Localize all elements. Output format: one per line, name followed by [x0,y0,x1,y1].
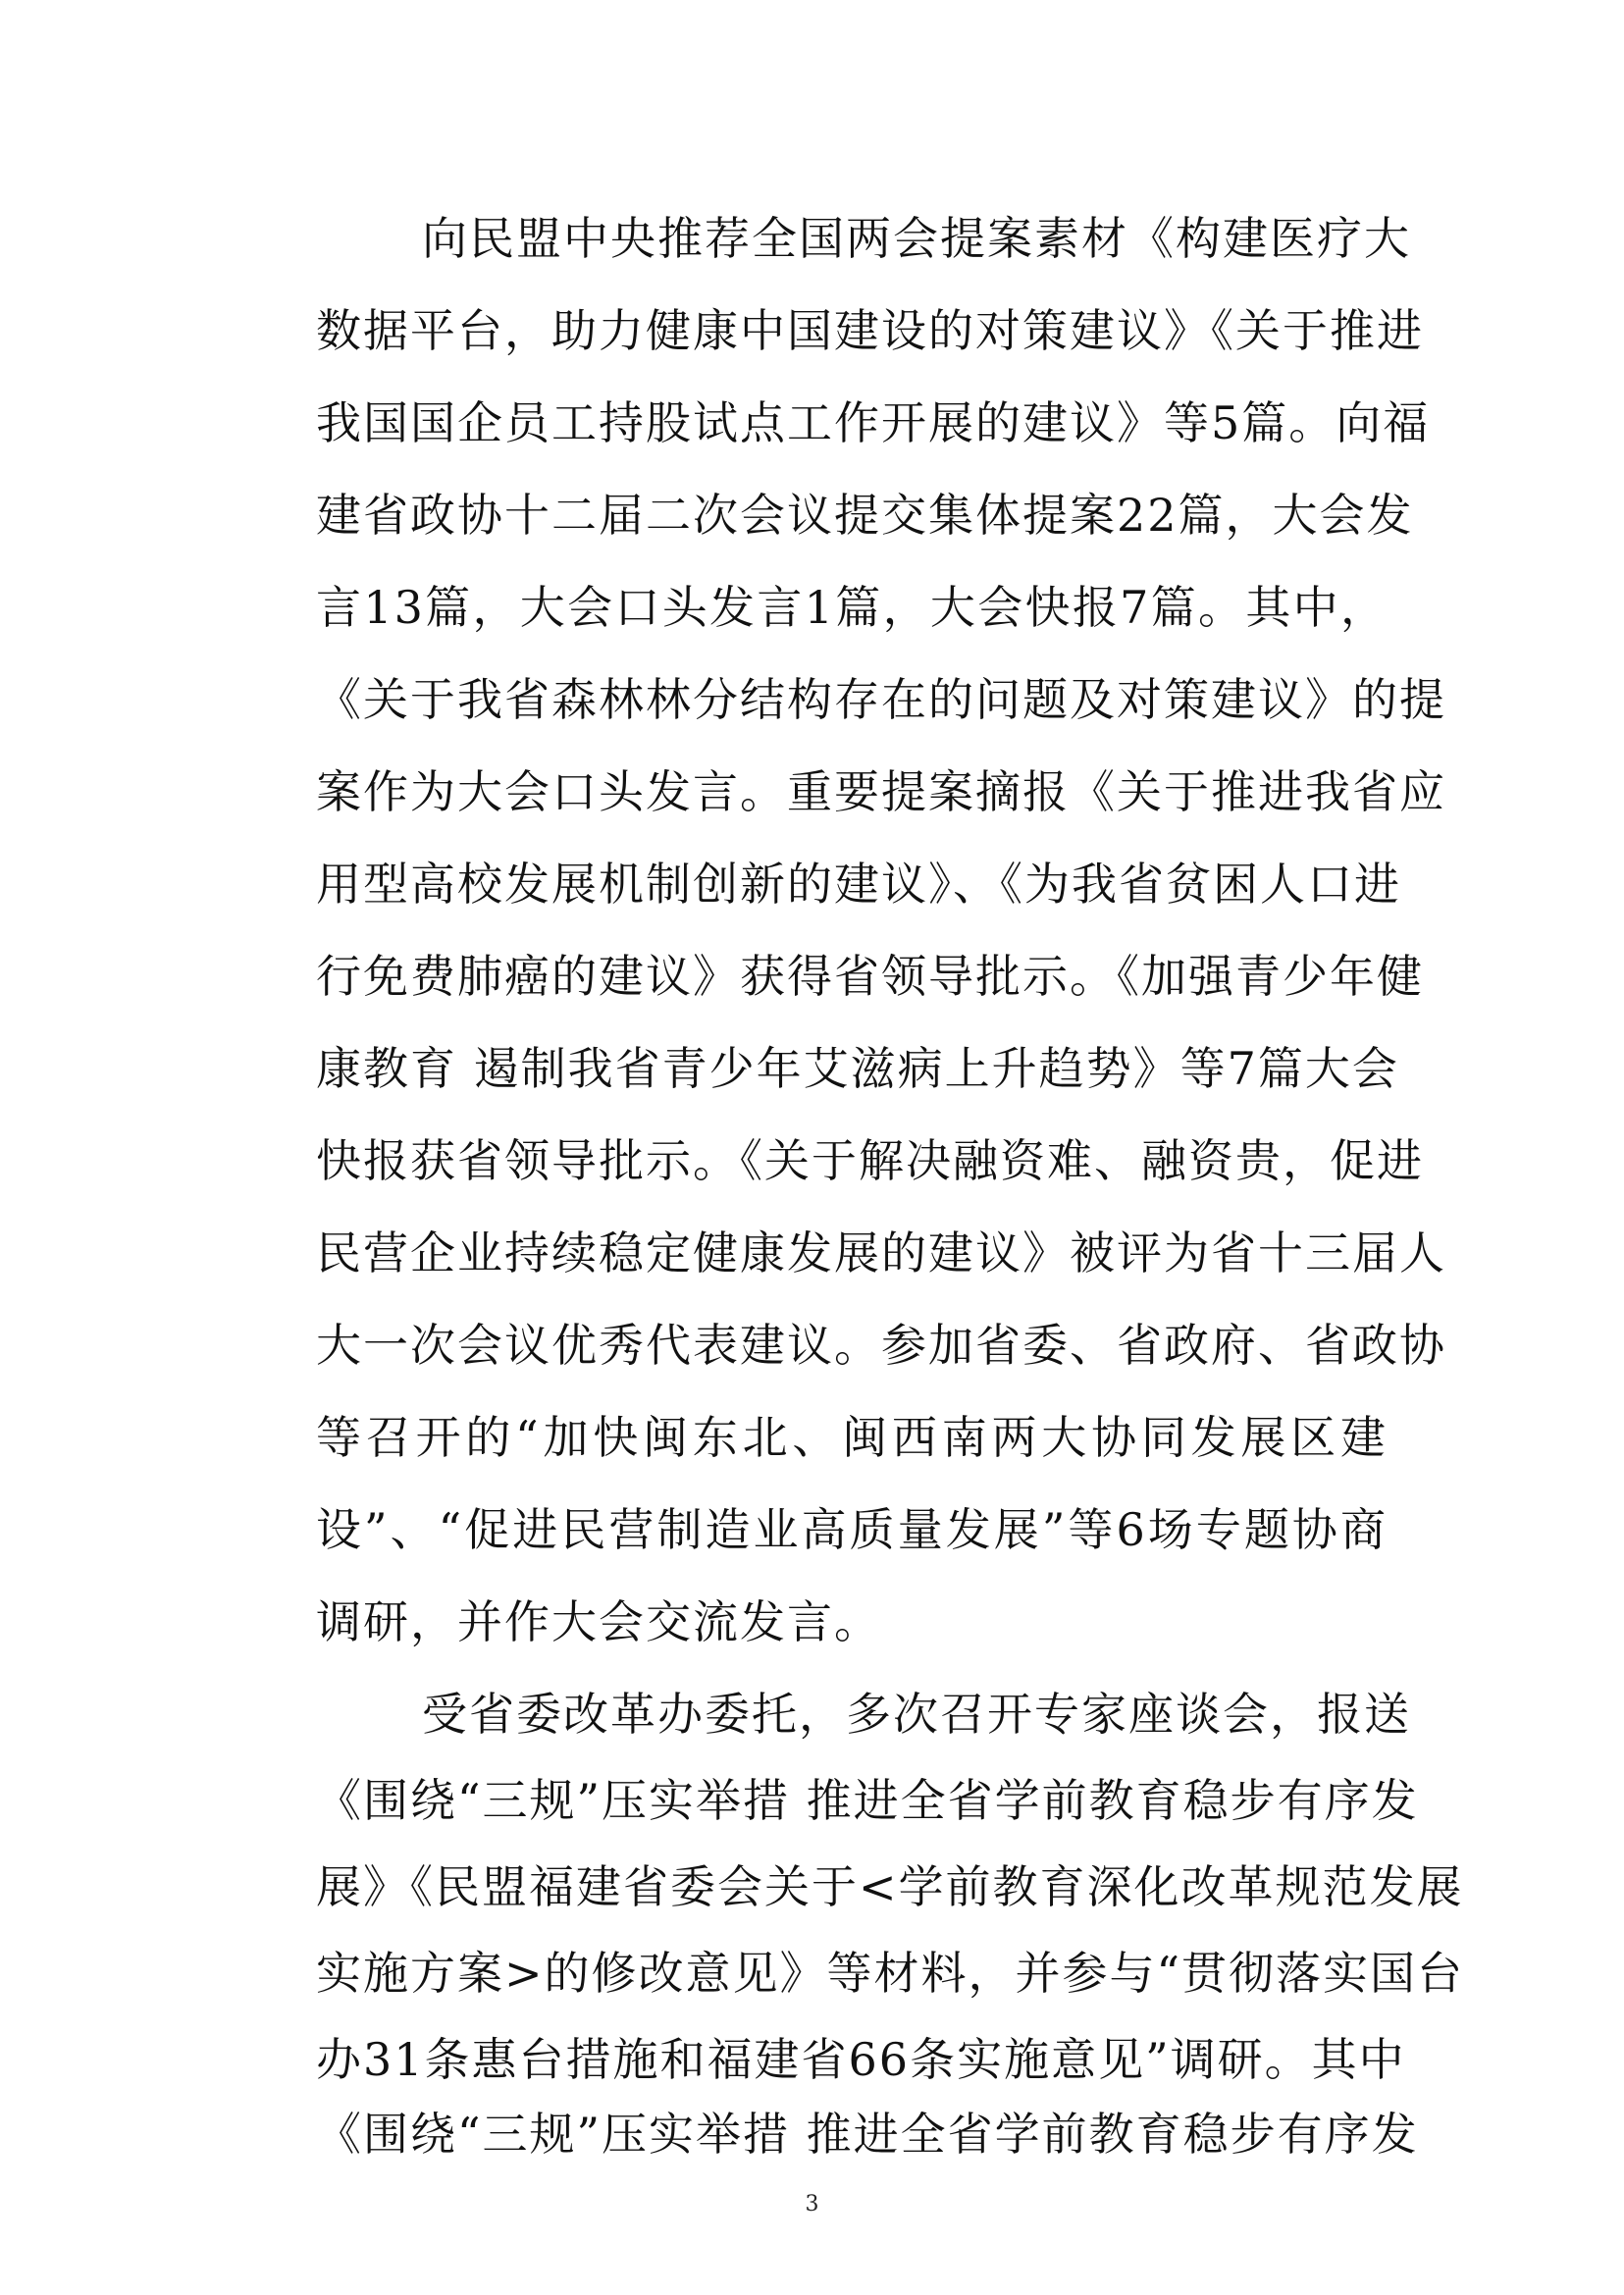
text-line: 《围绕“三规”压实举措 推进全省学前教育稳步有序发 [316,1774,1419,1827]
text-line: 等召开的“加快闽东北、闽西南两大协同发展区建 [316,1411,1388,1464]
page-number: 3 [805,2192,819,2217]
text-line: 调研，并作大会交流发言。 [316,1595,881,1648]
text-line: 快报获省领导批示。《关于解决融资难、融资贵，促进 [316,1134,1424,1187]
text-line: 《围绕“三规”压实举措 推进全省学前教育稳步有序发 [316,2108,1419,2161]
text-line: 建省政协十二届二次会议提交集体提案22篇，大会发 [316,489,1414,542]
text-line: 设”、“促进民营制造业高质量发展”等6场专题协商 [316,1503,1388,1556]
text-line: 我国国企员工持股试点工作开展的建议》等5篇。向福 [316,396,1431,449]
text-line: 民营企业持续稳定健康发展的建议》被评为省十三届人 [316,1226,1446,1279]
text-line: 大一次会议优秀代表建议。参加省委、省政府、省政协 [316,1319,1446,1372]
text-line: 实施方案>的修改意见》等材料，并参与“贯彻落实国台 [316,1947,1465,2000]
text-line: 向民盟中央推荐全国两会提案素材《构建医疗大 [422,212,1411,265]
text-line: 用型高校发展机制创新的建议》、《为我省贫困人口进 [316,858,1401,911]
text-line: 展》《民盟福建省委会关于<学前教育深化改革规范发展 [316,1860,1464,1913]
text-line: 数据平台，助力健康中国建设的对策建议》《关于推进 [316,304,1424,357]
text-line: 《关于我省森林林分结构存在的问题及对策建议》的提 [316,673,1446,726]
text-line: 康教育 遏制我省青少年艾滋病上升趋势》等7篇大会 [316,1042,1399,1095]
text-line: 办31条惠台措施和福建省66条实施意见”调研。其中 [316,2033,1406,2086]
text-line: 案作为大会口头发言。重要提案摘报《关于推进我省应 [316,765,1446,818]
text-line: 受省委改革办委托，多次召开专家座谈会，报送 [422,1688,1411,1741]
text-line: 言13篇，大会口头发言1篇，大会快报7篇。其中， [316,581,1388,634]
text-line: 行免费肺癌的建议》获得省领导批示。《加强青少年健 [316,950,1424,1003]
